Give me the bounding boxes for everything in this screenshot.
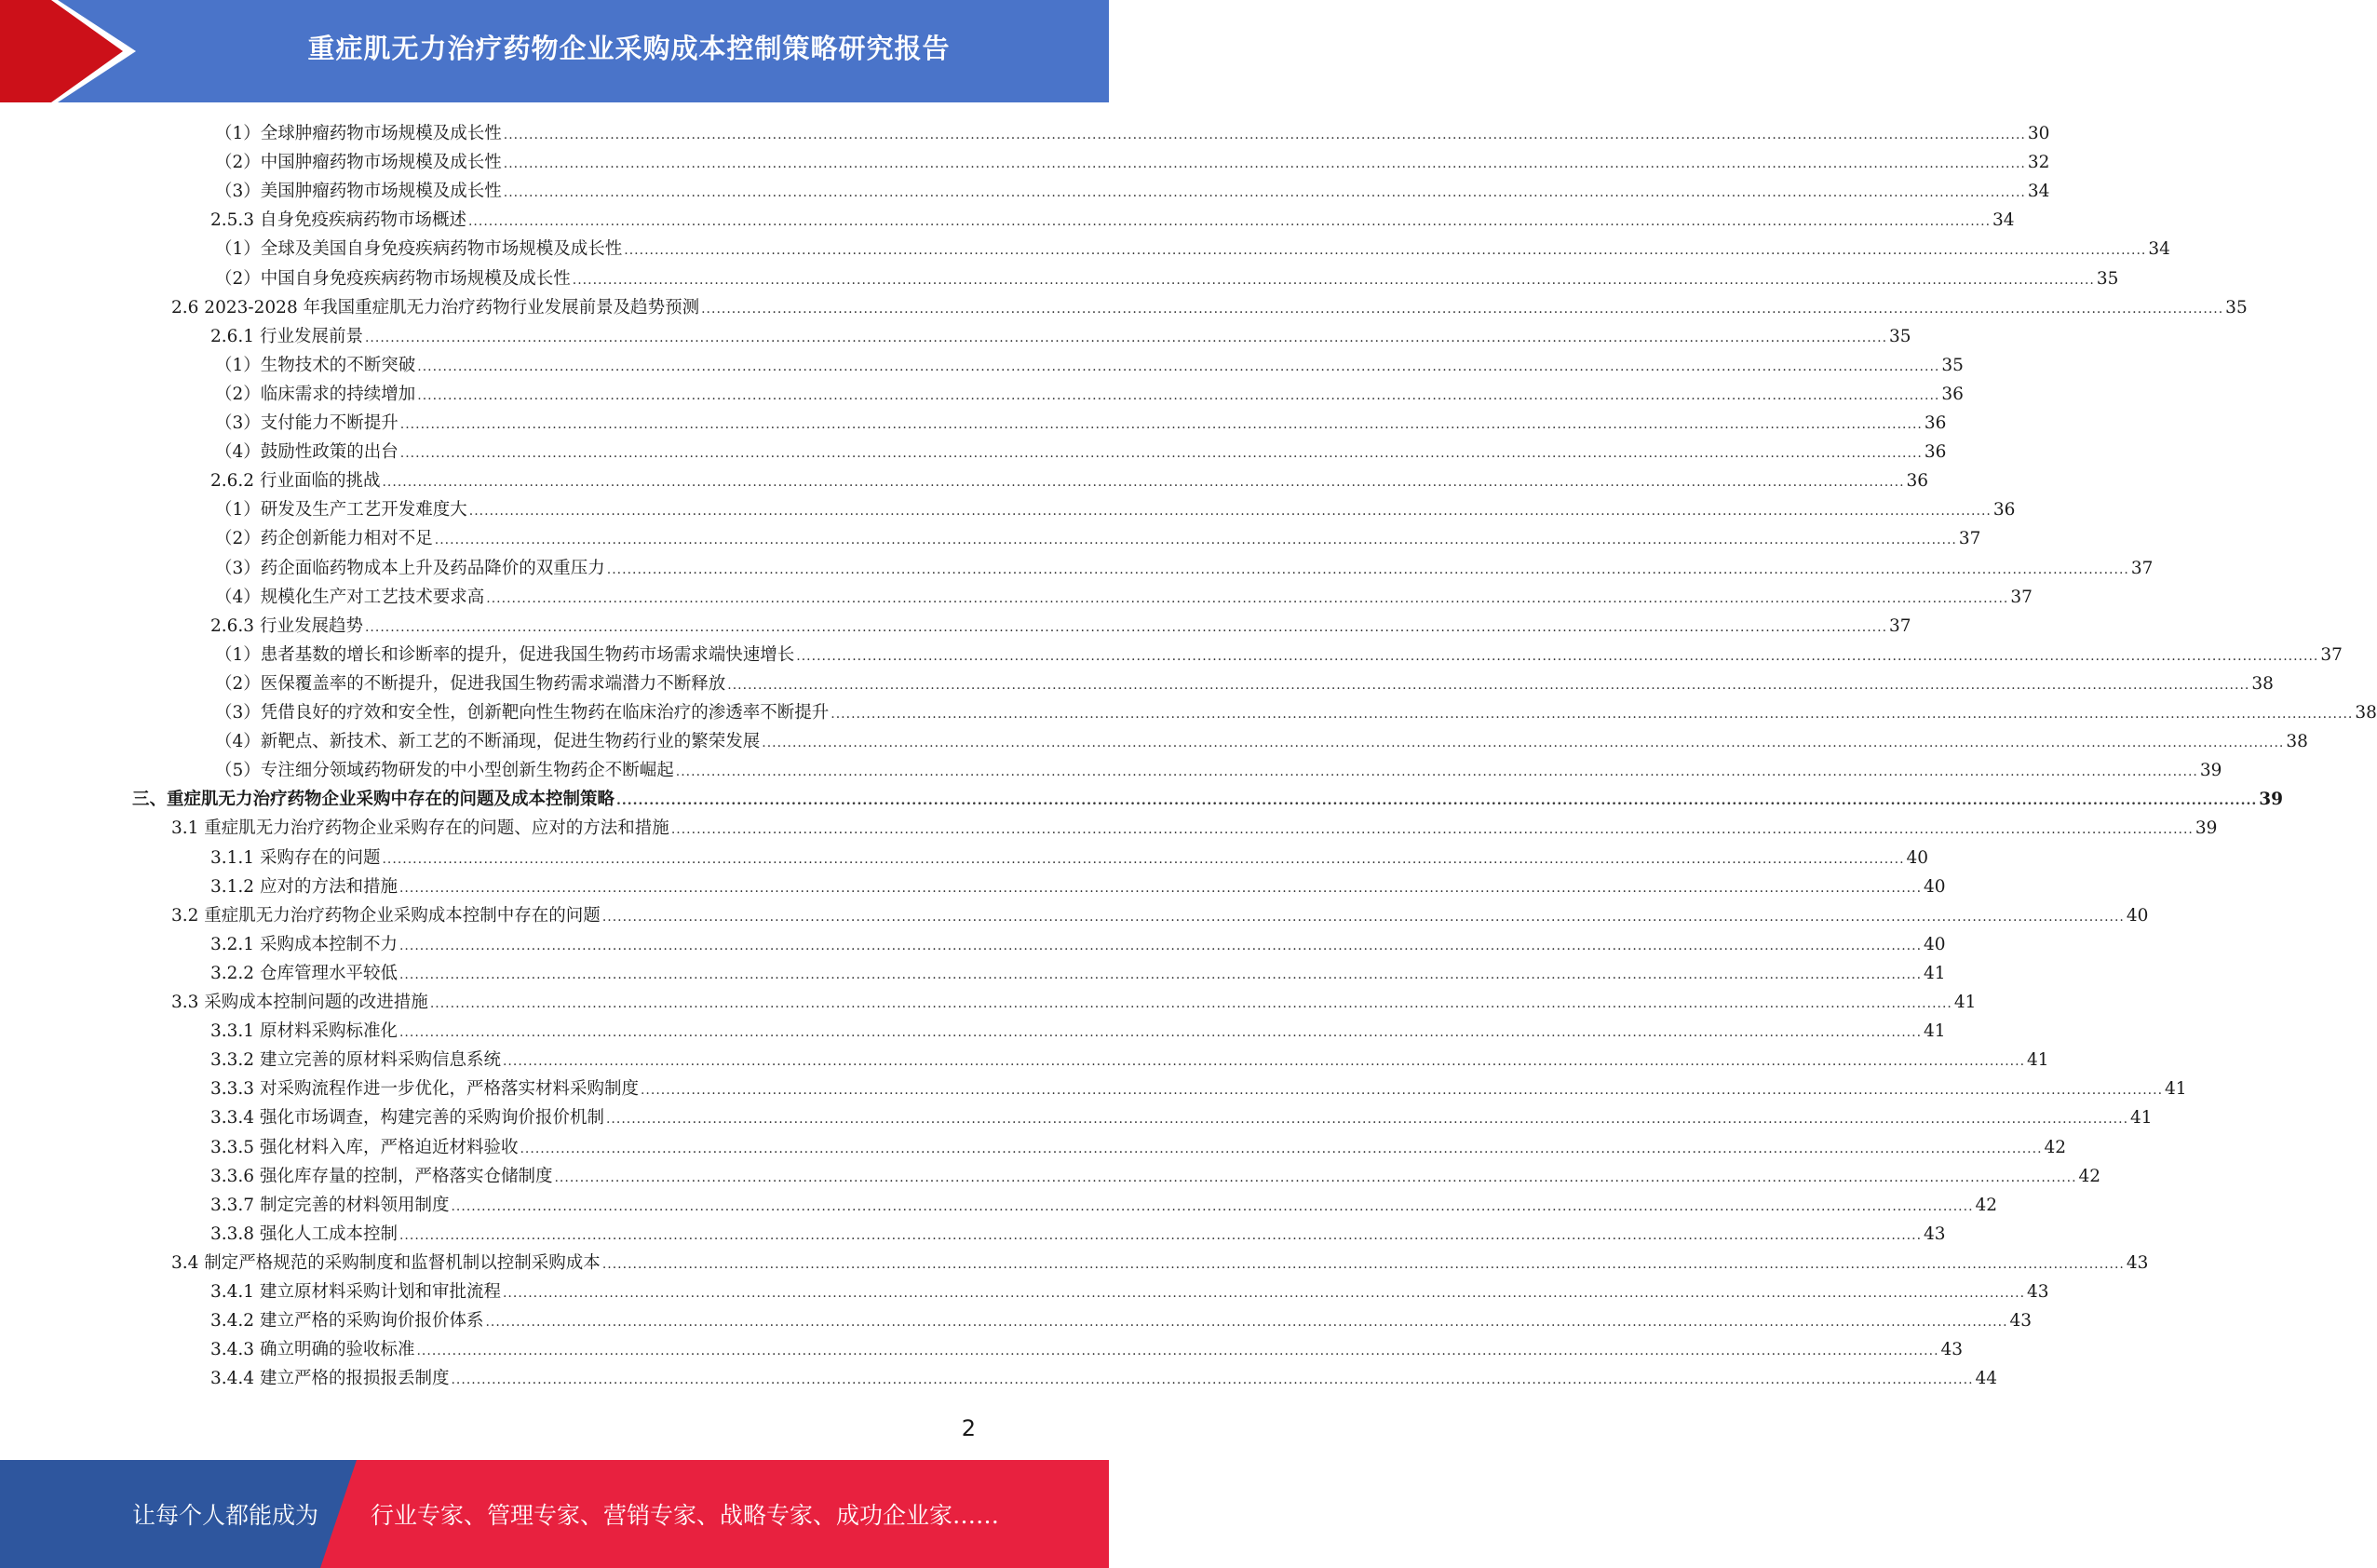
toc-entry-label: （2）医保覆盖率的不断提升，促进我国生物药需求端潜力不断释放 [215,673,726,694]
toc-leader-dots: ............................................................................................................................................................................................................................................................................................................ [382,851,1905,867]
toc-entry[interactable] [215,641,2343,669]
toc-entry[interactable] [210,1103,2153,1132]
toc-leader-dots: ............................................................................................................................................................................................................................................................................................................ [485,1315,2008,1331]
toc-leader-dots: ............................................................................................................................................................................................................................................................................................................ [616,793,2258,809]
toc-entry-page: 36 [1924,413,1947,433]
toc-entry-label: （3）凭借良好的疗效和安全性，创新靶向性生物药在临床治疗的渗透率不断提升 [215,703,830,723]
toc-entry[interactable] [215,554,2154,583]
toc-entry[interactable] [215,727,2308,756]
toc-leader-dots: ............................................................................................................................................................................................................................................................................................................ [486,590,2009,606]
toc-entry-label: （1）全球及美国自身免疫疾病药物市场规模及成长性 [215,239,623,260]
toc-entry[interactable] [210,930,1946,959]
toc-entry-page: 39 [2199,761,2222,781]
toc-entry-page: 37 [2130,558,2154,578]
toc-entry-page: 40 [1906,847,1929,868]
toc-entry-label: 2.6.2 行业面临的挑战 [210,471,381,492]
toc-entry-label: 3.4.1 建立原材料采购计划和审批流程 [210,1282,501,1302]
toc-leader-dots: ............................................................................................................................................................................................................................................................................................................ [554,1169,2077,1185]
toc-entry-page: 35 [2225,297,2248,318]
toc-entry-label: 3.2.1 采购成本控制不力 [210,934,398,954]
toc-entry-label: 3.1.2 应对的方法和措施 [210,876,398,897]
toc-entry[interactable] [171,988,1977,1017]
toc-entry-label: 3.1.1 采购存在的问题 [210,847,381,868]
toc-entry-label: （1）研发及生产工艺开发难度大 [215,500,467,520]
toc-entry-label: 3.1 重症肌无力治疗药物企业采购存在的问题、应对的方法和措施 [171,818,669,839]
toc-entry-label: （5）专注细分领域药物研发的中小型创新生物药企不断崛起 [215,761,674,781]
toc-entry[interactable] [210,844,1929,872]
toc-entry-label: 3.3.4 强化市场调查，构建完善的采购询价报价机制 [210,1108,604,1129]
toc-entry-page: 44 [1975,1369,1998,1389]
toc-entry[interactable] [215,438,1947,466]
toc-entry-page: 43 [1940,1340,1964,1360]
toc-entry[interactable] [215,756,2222,785]
toc-entry-page: 42 [1975,1195,1998,1215]
toc-leader-dots: ............................................................................................................................................................................................................................................................................................................ [601,1256,2125,1272]
toc-entry[interactable] [171,293,2248,322]
toc-entry-label: 3.3.6 强化库存量的控制，严格落实仓储制度 [210,1166,553,1186]
toc-entry[interactable] [210,206,2015,235]
page-footer [0,1460,1109,1568]
toc-leader-dots: ............................................................................................................................................................................................................................................................................................................ [520,1141,2043,1156]
toc-entry[interactable] [210,1306,2033,1335]
toc-entry[interactable] [210,322,1911,351]
header-title: 重症肌无力治疗药物企业采购成本控制策略研究报告 [307,32,951,64]
toc-entry-label: （1）全球肿瘤药物市场规模及成长性 [215,124,502,143]
toc-entry-page: 34 [2148,239,2170,260]
toc-leader-dots: ............................................................................................................................................................................................................................................................................................................ [601,909,2125,925]
toc-leader-dots: ............................................................................................................................................................................................................................................................................................................ [502,1286,2026,1301]
toc-entry-page: 42 [2078,1166,2101,1186]
toc-entry-page: 37 [2320,644,2343,665]
toc-entry[interactable] [215,495,2016,524]
toc-entry-page: 39 [2259,790,2283,810]
toc-entry-page: 43 [1924,1223,1946,1244]
toc-entry[interactable] [210,1364,1998,1393]
toc-entry[interactable] [210,612,1911,641]
toc-entry-label: （4）鼓励性政策的出台 [215,442,398,463]
toc-entry-label: 3.4 制定严格规范的采购制度和监督机制以控制采购成本 [171,1252,601,1273]
toc-entry-page: 41 [2027,1050,2049,1071]
toc-entry[interactable] [210,1133,2067,1162]
toc-entry[interactable] [215,177,2050,206]
toc-entry-page: 38 [2286,732,2308,752]
toc-entry[interactable] [215,669,2274,698]
toc-entry[interactable] [210,1335,1964,1364]
toc-entry[interactable] [210,466,1929,495]
toc-entry-label: 3.3.2 建立完善的原材料采购信息系统 [210,1050,501,1071]
toc-entry-page: 35 [2096,268,2119,289]
toc-entry-label: 3.4.2 建立严格的采购询价报价体系 [210,1311,484,1331]
toc-entry-page: 40 [1924,876,1946,897]
toc-entry-page: 36 [1941,384,1964,404]
toc-entry-page: 35 [1889,326,1911,346]
toc-entry[interactable] [210,959,1946,988]
toc-leader-dots: ............................................................................................................................................................................................................................................................................................................ [605,1112,2129,1128]
toc-leader-dots: ............................................................................................................................................................................................................................................................................................................ [467,214,1992,230]
toc-entry[interactable] [210,1017,1946,1046]
toc-leader-dots: ............................................................................................................................................................................................................................................................................................................ [701,301,2224,317]
toc-entry-page: 43 [2009,1311,2033,1331]
toc-entry-page: 41 [1924,963,1946,983]
toc-entry[interactable] [210,1075,2187,1103]
toc-entry-label: 3.2 重症肌无力治疗药物企业采购成本控制中存在的问题 [171,905,601,926]
toc-entry[interactable] [210,872,1946,901]
toc-entry-page: 38 [2251,673,2274,694]
toc-entry-page: 41 [2165,1079,2187,1100]
toc-entry-page: 36 [1924,442,1947,463]
toc-leader-dots: ............................................................................................................................................................................................................................................................................................................ [675,764,2198,780]
toc-entry-page: 38 [2355,703,2377,723]
toc-leader-dots: ............................................................................................................................................................................................................................................................................................................ [398,1227,1923,1243]
toc-entry-page: 40 [1924,934,1946,954]
toc-entry[interactable] [210,1046,2049,1075]
toc-leader-dots: ............................................................................................................................................................................................................................................................................................................ [399,446,1923,462]
toc-entry-label: （3）药企面临药物成本上升及药品降价的双重压力 [215,558,605,578]
toc-leader-dots: ............................................................................................................................................................................................................................................................................................................ [434,533,1957,548]
toc-entry-label: 3.4.4 建立严格的报损报丢制度 [210,1369,450,1389]
toc-entry-page: 30 [2027,124,2050,143]
toc-leader-dots: ............................................................................................................................................................................................................................................................................................................ [727,677,2250,693]
toc-leader-dots: ............................................................................................................................................................................................................................................................................................................ [606,561,2129,577]
page-number: 2 [961,1415,976,1441]
toc-leader-dots: ............................................................................................................................................................................................................................................................................................................ [503,128,2026,142]
toc-entry-label: （2）临床需求的持续增加 [215,384,416,404]
toc-entry-page: 34 [1992,210,2015,231]
toc-entry-page: 37 [1958,529,1981,549]
toc-entry-label: （2）药企创新能力相对不足 [215,529,433,549]
toc-entry[interactable] [215,235,2170,264]
toc-leader-dots: ............................................................................................................................................................................................................................................................................................................ [624,243,2147,259]
toc-leader-dots: ............................................................................................................................................................................................................................................................................................................ [417,358,1940,374]
toc-entry[interactable] [171,1249,2149,1277]
toc-entry-page: 43 [2027,1282,2049,1302]
footer-slogan-left: 让每个人都能成为 [132,1502,319,1529]
toc-entry-label: 3.3.3 对采购流程作进一步优化，严格落实材料采购制度 [210,1079,639,1100]
toc-leader-dots: ............................................................................................................................................................................................................................................................................................................ [429,996,1952,1011]
toc-leader-dots: ............................................................................................................................................................................................................................................................................................................ [382,475,1905,491]
toc-leader-dots: ............................................................................................................................................................................................................................................................................................................ [762,736,2285,751]
toc-entry-label: 3.3.5 强化材料入库，严格迫近材料验收 [210,1137,519,1157]
toc-leader-dots: ............................................................................................................................................................................................................................................................................................................ [399,417,1923,432]
toc-leader-dots: ............................................................................................................................................................................................................................................................................................................ [640,1083,2164,1099]
toc-entry-label: 2.6 2023-2028 年我国重症肌无力治疗药物行业发展前景及趋势预测 [171,297,700,318]
toc-leader-dots: ............................................................................................................................................................................................................................................................................................................ [451,1372,1974,1388]
toc-entry-label: 3.4.3 确立明确的验收标准 [210,1340,415,1360]
toc-entry[interactable] [210,1191,1998,1220]
toc-entry-page: 42 [2044,1137,2067,1157]
toc-entry-label: （3）美国肿瘤药物市场规模及成长性 [215,182,502,202]
toc-entry[interactable] [215,524,1981,553]
toc-entry[interactable] [210,1162,2101,1191]
toc-entry-label: 三、重症肌无力治疗药物企业采购中存在的问题及成本控制策略 [132,790,615,810]
toc-leader-dots: ............................................................................................................................................................................................................................................................................................................ [468,504,1992,520]
toc-leader-dots: ............................................................................................................................................................................................................................................................................................................ [416,1344,1939,1359]
toc-entry-page: 41 [2130,1108,2153,1129]
toc-entry-label: 2.6.3 行业发展趋势 [210,615,363,636]
toc-leader-dots: ............................................................................................................................................................................................................................................................................................................ [503,185,2026,201]
toc-entry[interactable] [215,351,1964,380]
toc-entry-page: 36 [1906,471,1929,492]
toc-entry-label: （1）患者基数的增长和诊断率的提升，促进我国生物药市场需求端快速增长 [215,644,795,665]
toc-entry-page: 35 [1941,355,1964,375]
toc-entry-label: （1）生物技术的不断突破 [215,355,416,375]
toc-entry-page: 41 [1953,993,1977,1012]
toc-entry-page: 40 [2126,905,2149,926]
toc-leader-dots: ............................................................................................................................................................................................................................................................................................................ [670,822,2194,838]
toc-entry-page: 37 [1889,615,1911,636]
toc-entry-label: （3）支付能力不断提升 [215,413,398,433]
toc-entry-label: 3.3.1 原材料采购标准化 [210,1021,398,1042]
toc-entry-label: 3.3.8 强化人工成本控制 [210,1223,398,1244]
toc-entry-page: 41 [1924,1021,1946,1042]
toc-entry-label: 2.6.1 行业发展前景 [210,326,363,346]
toc-entry-page: 37 [2010,587,2033,607]
toc-leader-dots: ............................................................................................................................................................................................................................................................................................................ [417,387,1940,403]
header-chevron-decoration [0,0,149,102]
toc-leader-dots: ............................................................................................................................................................................................................................................................................................................ [398,938,1923,953]
toc-entry-page: 39 [2195,818,2218,839]
toc-entry-page: 34 [2027,182,2050,202]
toc-entry[interactable] [215,264,2119,293]
toc-leader-dots: ............................................................................................................................................................................................................................................................................................................ [398,966,1923,982]
footer-slogan-right: 行业专家、管理专家、营销专家、战略专家、成功企业家…… [371,1502,1000,1529]
toc-entry-page: 43 [2126,1252,2149,1273]
toc-entry[interactable] [210,1220,1946,1249]
toc-entry[interactable] [132,785,2283,814]
toc-entry-label: （2）中国自身免疫疾病药物市场规模及成长性 [215,268,571,289]
toc-entry[interactable] [215,583,2033,612]
toc-entry[interactable] [171,901,2149,930]
toc-entry[interactable] [215,380,1964,409]
toc-entry-page: 32 [2027,153,2050,173]
toc-entry[interactable] [215,698,2377,727]
toc-entry[interactable] [171,814,2218,843]
toc-leader-dots: ............................................................................................................................................................................................................................................................................................................ [796,648,2319,664]
page-header [0,0,1109,102]
toc-leader-dots: ............................................................................................................................................................................................................................................................................................................ [572,272,2095,288]
toc-entry-page: 36 [1992,500,2016,520]
toc-leader-dots: ............................................................................................................................................................................................................................................................................................................ [503,156,2026,172]
toc-entry-label: （4）规模化生产对工艺技术要求高 [215,587,485,607]
toc-leader-dots: ............................................................................................................................................................................................................................................................................................................ [451,1198,1974,1214]
toc-entry-label: （2）中国肿瘤药物市场规模及成长性 [215,153,502,173]
toc-entry[interactable] [215,119,2050,148]
toc-entry-label: 3.2.2 仓库管理水平较低 [210,963,398,983]
toc-leader-dots: ............................................................................................................................................................................................................................................................................................................ [398,880,1923,896]
toc-entry[interactable] [215,148,2050,177]
toc-entry-label: （4）新靶点、新技术、新工艺的不断涌现，促进生物药行业的繁荣发展 [215,732,761,752]
toc-entry-label: 3.3 采购成本控制问题的改进措施 [171,993,428,1012]
toc-leader-dots: ............................................................................................................................................................................................................................................................................................................ [831,707,2354,722]
toc-entry-label: 3.3.7 制定完善的材料领用制度 [210,1195,450,1215]
toc-leader-dots: ............................................................................................................................................................................................................................................................................................................ [364,619,1888,635]
toc-entry[interactable] [210,1277,2049,1306]
toc-entry[interactable] [215,409,1947,438]
toc-leader-dots: ............................................................................................................................................................................................................................................................................................................ [502,1054,2026,1070]
toc-entry-label: 2.5.3 自身免疫疾病药物市场概述 [210,210,466,231]
toc-leader-dots: ............................................................................................................................................................................................................................................................................................................ [364,330,1888,345]
toc-leader-dots: ............................................................................................................................................................................................................................................................................................................ [398,1025,1923,1041]
